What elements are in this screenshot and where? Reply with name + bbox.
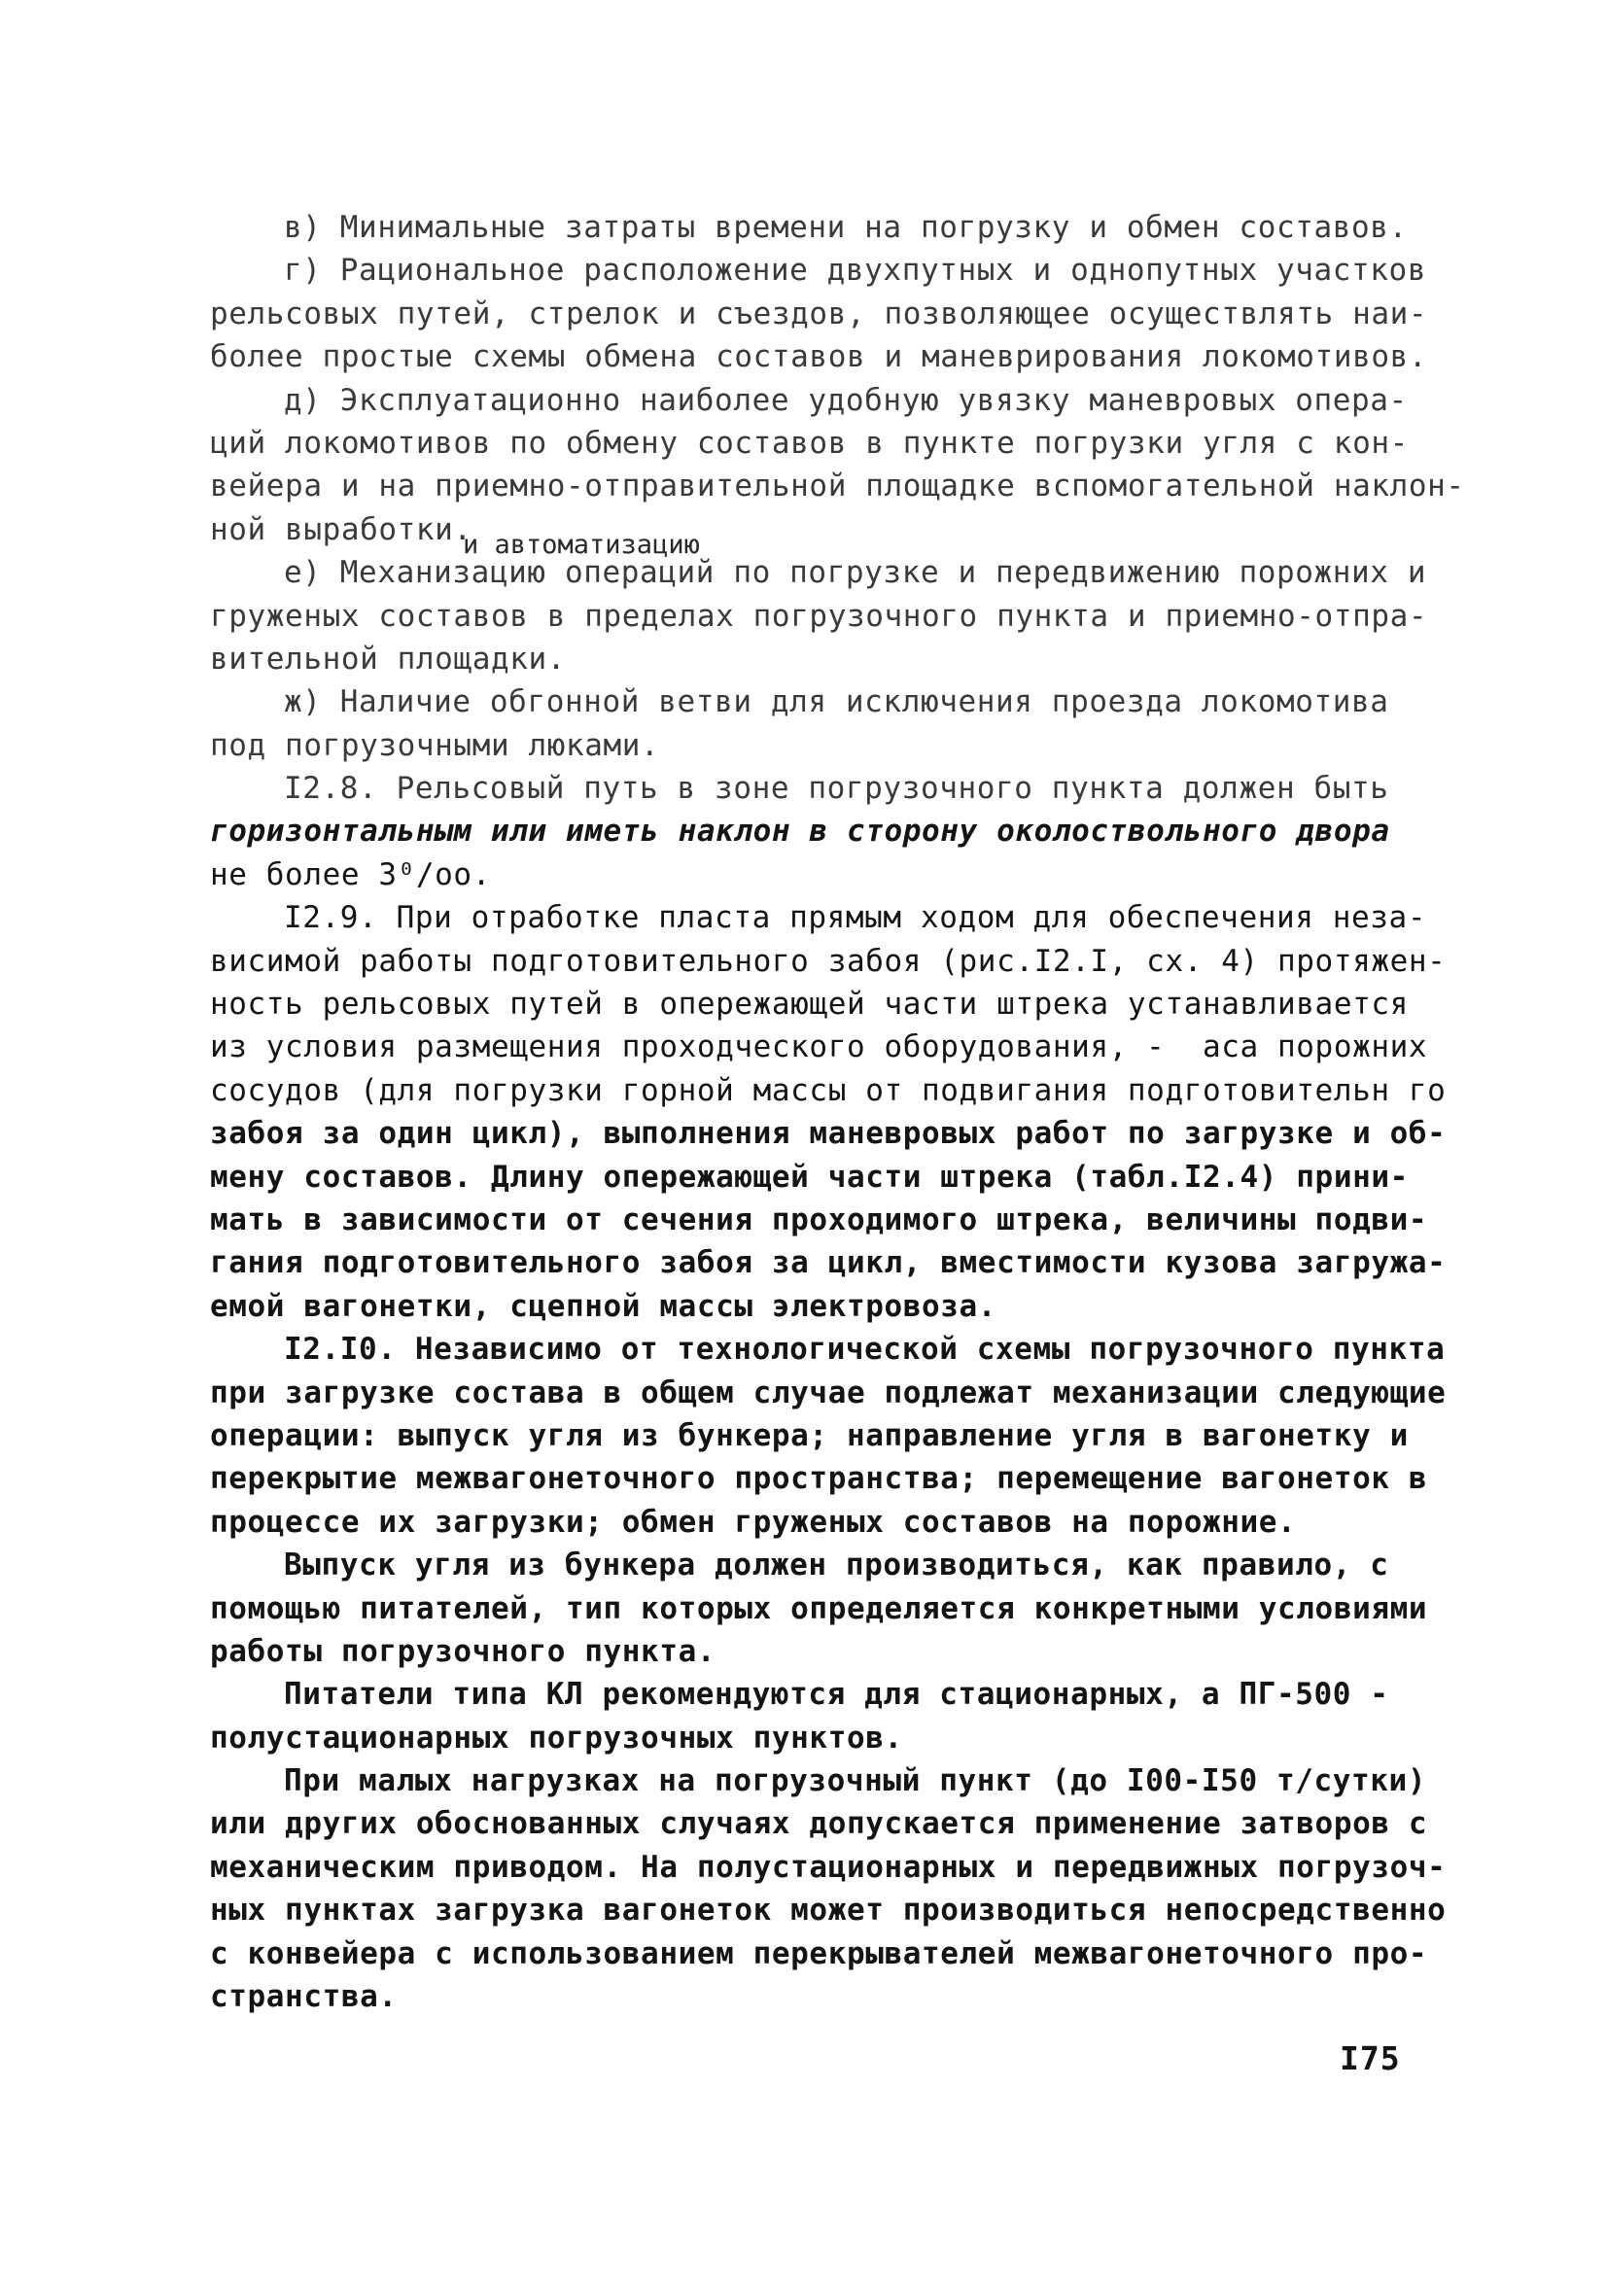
text-line: При малых нагрузках на погрузочный пункт (до I00-I50 т/сутки) bbox=[284, 1763, 1427, 1799]
text-line: ций локомотивов по обмену составов в пункте погрузки угля с кон- bbox=[210, 425, 1409, 461]
text-line: или других обоснованных случаях допускается применение затворов с bbox=[210, 1806, 1428, 1842]
text-line: механическим приводом. На полустационарных и передвижных погрузоч- bbox=[210, 1849, 1447, 1885]
text-line: процессе их загрузки; обмен груженых составов на порожние. bbox=[210, 1504, 1297, 1540]
page-number: I75 bbox=[1340, 2039, 1401, 2077]
text-line: горизонтальным или иметь наклон в сторону околоствольного двора bbox=[210, 814, 1390, 850]
text-line: из условия размещения проходческого оборудования, ‐ аса порожних bbox=[210, 1029, 1428, 1065]
text-line: в) Минимальные затраты времени на погрузку и обмен составов. bbox=[284, 210, 1408, 245]
text-line: гания подготовительного забоя за цикл, вместимости кузова загружа- bbox=[210, 1245, 1447, 1281]
text-line: г) Рациональное расположение двухпутных и однопутных участков bbox=[284, 253, 1427, 289]
text-line: висимой работы подготовительного забоя (рис.I2.I, сх. 4) протяжен- bbox=[210, 943, 1447, 979]
text-line: рельсовых путей, стрелок и съездов, позволяющее осуществлять наи- bbox=[210, 296, 1428, 331]
text-line: мену составов. Длину опережающей части штрека (табл.I2.4) прини- bbox=[210, 1159, 1409, 1195]
text-line: д) Эксплуатационно наиболее удобную увязку маневровых опера- bbox=[284, 382, 1408, 418]
text-line: полустационарных погрузочных пунктов. bbox=[210, 1720, 903, 1756]
text-line: ж) Наличие обгонной ветви для исключения проезда локомотива bbox=[284, 684, 1389, 720]
text-line: е) Механизацию операций по погрузке и передвижению порожних и bbox=[284, 555, 1427, 591]
text-line: забоя за один цикл), выполнения маневровых работ по загрузке и об- bbox=[210, 1116, 1447, 1152]
text-line: ной выработки. bbox=[210, 511, 472, 547]
text-line: работы погрузочного пункта. bbox=[210, 1633, 716, 1669]
handwritten-insertion: и автоматизацию bbox=[463, 530, 700, 561]
text-line: вительной площадки. bbox=[210, 641, 567, 677]
text-line: вейера и на приемно-отправительной площадке вспомогательной наклон- bbox=[210, 469, 1465, 504]
body-text bbox=[210, 206, 1465, 2018]
text-line: I2.I0. Независимо от технологической схемы погрузочного пункта bbox=[284, 1332, 1446, 1368]
text-line: странства. bbox=[210, 1979, 398, 2015]
text-line: помощью питателей, тип которых определяется конкретными условиями bbox=[210, 1590, 1428, 1626]
text-line: перекрытие межвагонеточного пространства; перемещение вагонеток в bbox=[210, 1461, 1428, 1497]
text-line: более простые схемы обмена составов и маневрирования локомотивов. bbox=[210, 339, 1428, 375]
text-line: Выпуск угля из бункера должен производиться, как правило, с bbox=[284, 1548, 1389, 1583]
text-line: не более 3⁰/оо. bbox=[210, 856, 491, 892]
text-line: ность рельсовых путей в опережающей части штрека устанавливается bbox=[210, 987, 1409, 1023]
text-line: под погрузочными люками. bbox=[210, 727, 660, 763]
text-line: емой вагонетки, сцепной массы электровоза. bbox=[210, 1288, 997, 1324]
text-line: с конвейера с использованием перекрывателей межвагонеточного про- bbox=[210, 1935, 1428, 1971]
text-line: I2.8. Рельсовый путь в зоне погрузочного пункта должен быть bbox=[284, 771, 1389, 807]
text-line: операции: выпуск угля из бункера; направление угля в вагонетку и bbox=[210, 1417, 1409, 1453]
text-line: Питатели типа КЛ рекомендуются для стационарных, а ПГ-500 - bbox=[284, 1677, 1389, 1713]
text-line: I2.9. При отработке пласта прямым ходом для обеспечения неза- bbox=[284, 900, 1427, 936]
text-line: при загрузке состава в общем случае подлежат механизации следующие bbox=[210, 1374, 1447, 1410]
text-line: мать в зависимости от сечения проходимого штрека, величины подви- bbox=[210, 1201, 1428, 1237]
text-line: ных пунктах загрузка вагонеток может производиться непосредственно bbox=[210, 1893, 1447, 1929]
text-line: груженых составов в пределах погрузочного пункта и приемно-отпра- bbox=[210, 598, 1428, 634]
text-line: сосудов (для погрузки горной массы от подвигания подготовительн го bbox=[210, 1072, 1447, 1108]
